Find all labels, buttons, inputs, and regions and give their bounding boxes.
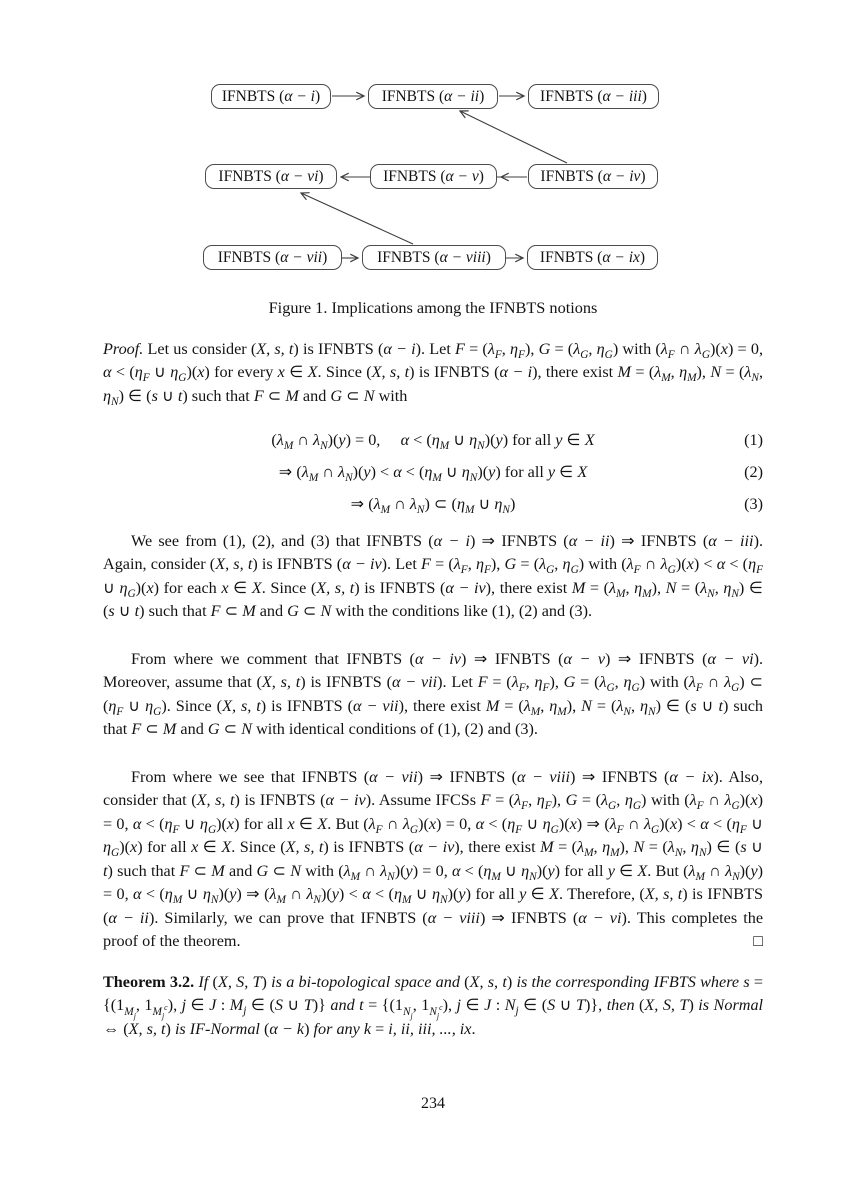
- equation-3-formula: ⇒ ($\lambda_M$ ∩ $\lambda_N$) ⊂ ($\eta_M$ ∪ $\eta_N$): [350, 495, 516, 517]
- box-ifnbts-alpha-iv: IFNBTS ( α − iv ): [528, 164, 658, 189]
- proof-paragraph-3: From where we comment that IFNBTS (α − iv) ⇒ IFNBTS (α − v) ⇒ IFNBTS (α − vi). Moreover, assume that (X, s, t) is IFNBTS (α − vii). Let $F = (\lambda_F$, $\eta_F$), $G = (\lambda_G$, $\eta_G$) with ($\lambda_F$ ∩ $\lambda_G$) ⊂ ($\eta_F$ ∪ $\eta_G$). Since (X, s, t) is IFNBTS (α − vii), there exist $M = (\lambda_M$, $\eta_M$), $N = (\lambda_N$, $\eta_N$) ∈ (s ∪ t) such that F ⊂ M and G ⊂ N with identical conditions of (1), (2) and (3).: [103, 650, 764, 739]
- box-ifnbts-alpha-viii: IFNBTS ( α − viii ): [362, 245, 506, 270]
- equation-3-number: (3): [744, 495, 763, 513]
- box-ifnbts-alpha-vii: IFNBTS ( α − vii ): [203, 245, 342, 270]
- equation-1-formula: ($\lambda_M$ ∩ $\lambda_N)(y) = 0$, $\alpha < (\eta_M$ ∪ $\eta_N)(y)$ for all y ∈ X: [271, 431, 595, 453]
- equation-3: [103, 488, 763, 520]
- equation-1: [103, 424, 763, 456]
- theorem-3-2: Theorem 3.2. If (X, S, T) is a bi-topological space and (X, s, t) is the corresponding IFBTS where $s = \{(1_{M_j}$, $1_{M_j^c}$), j ∈ J : $M_j$ ∈ (S ∪ T)} and $t = \{(1_{N_j}$, $1_{N_j^c}$), j ∈ J : $N_j$ ∈ (S ∪ T)}, then (X, S, T) is Normal ⇔ (X, s, t) is IF-Normal (α − k) for any k = i, ii, iii, ..., ix.: [103, 973, 764, 1038]
- figure-caption: Figure 1. Implications among the IFNBTS notions: [268, 298, 598, 317]
- box-ifnbts-alpha-v: IFNBTS ( α − v ): [370, 164, 497, 189]
- arrow-viii-to-vi: [301, 193, 413, 244]
- equation-block: [103, 424, 763, 520]
- equation-1-number: (1): [744, 431, 763, 449]
- figure-1-diagram: [0, 0, 848, 300]
- proof-paragraph-4: From where we see that IFNBTS (α − vii) ⇒ IFNBTS (α − viii) ⇒ IFNBTS (α − ix). Also, consider that (X, s, t) is IFNBTS (α − iv). Assume IFCSs $F = (\lambda_F$, $\eta_F$), $G = (\lambda_G$, $\eta_G$) with ($\lambda_F$ ∩ $\lambda_G)(x) = 0$, $\alpha < (\eta_F$ ∪ $\eta_G)(x)$ for all x ∈ X. But ($\lambda_F$ ∩ $\lambda_G)(x) = 0$, $\alpha < (\eta_F$ ∪ $\eta_G)(x)$ ⇒ ($\lambda_F$ ∩ $\lambda_G)(x) < \alpha < (\eta_F$ ∪ $\eta_G)(x)$ for all x ∈ X. Since (X, s, t) is IFNBTS (α − iv), there exist $M = (\lambda_M$, $\eta_M$), $N = (\lambda_N$, $\eta_N$) ∈ (s ∪ t) such that F ⊂ M and G ⊂ N with ($\lambda_M$ ∩ $\lambda_N)(y) = 0$, $\alpha < (\eta_M$ ∪ $\eta_N)(y)$ for all y ∈ X. But ($\lambda_M$ ∩ $\lambda_N)(y) = 0$, $\alpha < (\eta_M$ ∪ $\eta_N)(y)$ ⇒ ($\lambda_M$ ∩ $\lambda_N)(y) < \alpha < (\eta_M$ ∪ $\eta_N)(y)$ for all y ∈ X. Therefore, (X, s, t) is IFNBTS (α − ii). Similarly, we can prove that IFNBTS (α − viii) ⇒ IFNBTS (α − vi). This completes the proof of the theorem. □: [103, 768, 764, 951]
- proof-paragraph-2: We see from (1), (2), and (3) that IFNBTS (α − i) ⇒ IFNBTS (α − ii) ⇒ IFNBTS (α − iii). Again, consider (X, s, t) is IFNBTS (α − iv). Let $F = (\lambda_F$, $\eta_F$), $G = (\lambda_G$, $\eta_G$) with ($\lambda_F$ ∩ $\lambda_G)(x) < \alpha < (\eta_F$ ∪ $\eta_G)(x)$ for each x ∈ X. Since (X, s, t) is IFNBTS (α − iv), there exist $M = (\lambda_M$, $\eta_M$), $N = (\lambda_N$, $\eta_N$) ∈ (s ∪ t) such that F ⊂ M and G ⊂ N with the conditions like (1), (2) and (3).: [103, 532, 764, 621]
- box-ifnbts-alpha-iii: IFNBTS ( α − iii ): [528, 84, 659, 109]
- box-ifnbts-alpha-vi: IFNBTS ( α − vi ): [205, 164, 337, 189]
- arrow-iv-to-ii: [460, 111, 567, 163]
- equation-2: [103, 456, 763, 488]
- equation-2-number: (2): [744, 463, 763, 481]
- box-ifnbts-alpha-i: IFNBTS ( α − i ): [211, 84, 331, 109]
- equation-2-formula: ⇒ ($\lambda_M$ ∩ $\lambda_N)(y) < \alpha < (\eta_M$ ∪ $\eta_N)(y)$ for all y ∈ X: [278, 463, 588, 485]
- box-ifnbts-alpha-ii: IFNBTS ( α − ii ): [368, 84, 498, 109]
- box-ifnbts-alpha-ix: IFNBTS ( α − ix ): [527, 245, 658, 270]
- proof-paragraph-1: Proof. Let us consider (X, s, t) is IFNBTS (α − i). Let $F = (\lambda_F$, $\eta_F$), $G = (\lambda_G$, $\eta_G$) with ($\lambda_F$ ∩ $\lambda_G)(x) = 0$, $\alpha < (\eta_F$ ∪ $\eta_G)(x)$ for every x ∈ X. Since (X, s, t) is IFNBTS (α − i), there exist $M = (\lambda_M$, $\eta_M$), $N = (\lambda_N$, $\eta_N$) ∈ (s ∪ t) such that F ⊂ M and G ⊂ N with: [103, 340, 764, 409]
- page-number: 234: [421, 1095, 445, 1112]
